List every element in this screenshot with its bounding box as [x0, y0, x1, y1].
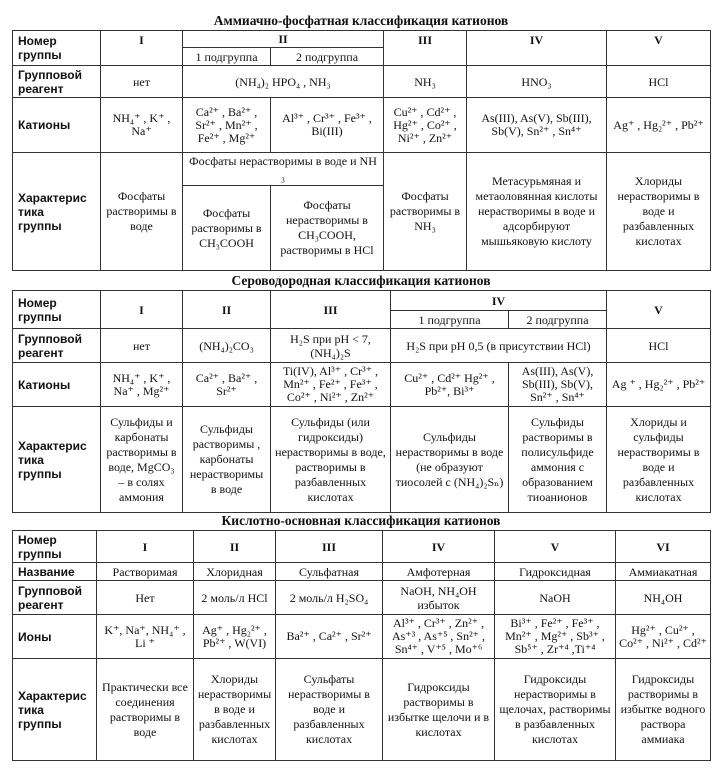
table2-subgroup-1: 1 подгруппа — [391, 311, 509, 329]
table1-group-III-header: III — [384, 31, 467, 66]
table1-characteristic-III: Фосфаты растворимы в NH₃ — [384, 153, 467, 271]
table2-title: Сероводородная классификация катионов — [231, 273, 491, 288]
table2-reagent-row — [13, 329, 711, 363]
table3-reagent-row — [13, 581, 711, 615]
table3-ions-II: Ag⁺ , Hg₂²⁺ , Pb²⁺ , W(VI) — [194, 615, 276, 659]
table3-acid-base — [12, 530, 711, 761]
table2-characteristic-label: Характерис тика группы — [13, 407, 101, 513]
table1-cations-II-2: Al³⁺ , Cr³⁺ , Fe³⁺ , Bi(III) — [271, 98, 384, 153]
table3-ions-IV: Al³⁺ , Cr³⁺ , Zn²⁺ , As⁺³ , As⁺⁵ , Sn²⁺ , Sn⁴⁺ , V⁺⁵ , Mo⁺⁶ — [383, 615, 495, 659]
table2-reagent-III: H₂S при pH < 7, (NH₄)₂S — [271, 329, 391, 363]
table2-cations-III: Ti(IV), Al³⁺ , Cr³⁺ , Mn²⁺ , Fe²⁺ , Fe³⁺ , Co²⁺ , Ni²⁺ , Zn²⁺ — [271, 363, 391, 407]
table2-reagent-IV: H₂S при pH 0,5 (в присутствии HCl) — [391, 329, 607, 363]
table2-subgroup-2: 2 подгруппа — [509, 311, 607, 329]
table2-characteristic-I: Сульфиды и карбонаты растворимы в воде, MgCO₃ – в солях аммония — [101, 407, 183, 513]
table1-group-II-header: II — [183, 31, 384, 48]
table1-cations-row — [13, 98, 711, 153]
table1-reagent-V: HCl — [607, 66, 711, 98]
table2-characteristic-IV-2: Сульфиды растворимы в полисульфиде аммония с образованием тиоанионов — [509, 407, 607, 513]
table3-group-I-header: I — [97, 531, 194, 563]
table3-group-IV-header: IV — [383, 531, 495, 563]
table1-ammonia-phosphate — [12, 30, 711, 271]
table2-group-IV-header: IV — [391, 291, 607, 311]
table2-group-number-label: Номер группы — [13, 291, 101, 329]
table3-characteristic-label: Характерис тика группы — [13, 659, 97, 761]
table2-characteristic-row — [13, 407, 711, 513]
table2-cations-I: NH₄⁺ , K⁺ , Na⁺ , Mg²⁺ — [101, 363, 183, 407]
table3-reagent-II: 2 моль/л HCl — [194, 581, 276, 615]
table1-header-row — [13, 31, 711, 48]
table2-cations-IV-1: Cu²⁺ , Cd²⁺ Hg²⁺ , Pb²⁺, Bi³⁺ — [391, 363, 509, 407]
table1-title: Аммиачно-фосфатная классификация катионов — [213, 13, 509, 28]
table1-cations-IV: As(III), As(V), Sb(III), Sb(V), Sn²⁺ , Sn⁴⁺ — [467, 98, 607, 153]
table2-reagent-V: HCl — [607, 329, 711, 363]
table1-reagent-IV: HNO₃ — [467, 66, 607, 98]
table1-characteristic-IV: Метасурьмяная и метаоловянная кислоты нерастворимы в воде и адсорбируют мышьяковую кислоту — [467, 153, 607, 271]
table1-reagent-III: NH₃ — [384, 66, 467, 98]
table1-characteristic-II-1: Фосфаты растворимы в CH₃COOH — [183, 186, 271, 271]
table1-characteristic-II-2: Фосфаты нерастворимы в CH₃COOH, растворимы в HCl — [271, 186, 384, 271]
table3-name-row — [13, 563, 711, 581]
table3-characteristic-I: Практически все соединения растворимы в воде — [97, 659, 194, 761]
table3-ions-V: Bi³⁺ , Fe²⁺ , Fe³⁺ , Mn²⁺ , Mg²⁺ , Sb³⁺ , Sb⁵⁺ , Zr⁺⁴ ,Ti⁺⁴ — [495, 615, 616, 659]
table3-group-VI-header: VI — [616, 531, 711, 563]
table1-characteristic-label: Характерис тика группы — [13, 153, 101, 271]
table1-cations-I: NH₄⁺ , K⁺ , Na⁺ — [101, 98, 183, 153]
table3-ions-III: Ba²⁺ , Ca²⁺ , Sr²⁺ — [276, 615, 383, 659]
table3-reagent-VI: NH₄OH — [616, 581, 711, 615]
table3-characteristic-III: Сульфаты нерастворимы в воде и разбавленных кислотах — [276, 659, 383, 761]
table2-cations-IV-2: As(III), As(V), Sb(III), Sb(V), Sn²⁺ , Sn⁴⁺ — [509, 363, 607, 407]
table1-group-I-header: I — [101, 31, 183, 66]
table3-ions-row — [13, 615, 711, 659]
table3-ions-I: K⁺, Na⁺, NH₄⁺ , Li ⁺ — [97, 615, 194, 659]
table1-characteristic-row — [13, 153, 711, 186]
table1-reagent-row — [13, 66, 711, 98]
table3-name-IV: Амфотерная — [383, 563, 495, 581]
table3-characteristic-VI: Гидроксиды растворимы в избытке водного раствора аммиака — [616, 659, 711, 761]
table1-group-V-header: V — [607, 31, 711, 66]
table3-group-III-header: III — [276, 531, 383, 563]
table1-group-IV-header: IV — [467, 31, 607, 66]
table3-reagent-V: NaOH — [495, 581, 616, 615]
table2-cations-V: Ag ⁺ , Hg₂²⁺ , Pb²⁺ — [607, 363, 711, 407]
table3-group-II-header: II — [194, 531, 276, 563]
table1-cations-V: Ag⁺ , Hg₂²⁺ , Pb²⁺ — [607, 98, 711, 153]
table3-name-label: Название — [13, 563, 97, 581]
table3-title: Кислотно-основная классификация катионов — [221, 513, 501, 528]
table2-cations-row — [13, 363, 711, 407]
table1-reagent-I: нет — [101, 66, 183, 98]
table2-characteristic-V: Хлориды и сульфиды нерастворимы в воде и разбавленных кислотах — [607, 407, 711, 513]
table2-reagent-label: Групповой реагент — [13, 329, 101, 363]
table3-ions-label: Ионы — [13, 615, 97, 659]
table3-reagent-I: Нет — [97, 581, 194, 615]
table2-group-I-header: I — [101, 291, 183, 329]
table3-characteristic-II: Хлориды нерастворимы в воде и разбавленных кислотах — [194, 659, 276, 761]
table1-characteristic-I: Фосфаты растворимы в воде — [101, 153, 183, 271]
table1-cations-II-1: Ca²⁺ , Ba²⁺ , Sr²⁺ , Mn²⁺ , Fe²⁺ , Mg²⁺ — [183, 98, 271, 153]
table2-cations-II: Ca²⁺ , Ba²⁺ , Sr²⁺ — [183, 363, 271, 407]
table2-cations-label: Катионы — [13, 363, 101, 407]
table2-characteristic-II: Сульфиды растворимы , карбонаты нерастворимы в воде — [183, 407, 271, 513]
table1-reagent-label: Групповой реагент — [13, 66, 101, 98]
table2-reagent-I: нет — [101, 329, 183, 363]
table3-header-row — [13, 531, 711, 563]
table3-name-I: Растворимая — [97, 563, 194, 581]
table3-ions-VI: Hg²⁺ , Cu²⁺ , Co²⁺ , Ni²⁺ , Cd²⁺ — [616, 615, 711, 659]
table2-group-II-header: II — [183, 291, 271, 329]
table2-characteristic-III: Сульфиды (или гидроксиды) нерастворимы в воде, растворимы в разбавленных кислотах — [271, 407, 391, 513]
table1-cations-III: Cu²⁺ , Cd²⁺ , Hg²⁺ , Co²⁺ , Ni²⁺ , Zn²⁺ — [384, 98, 467, 153]
table3-group-V-header: V — [495, 531, 616, 563]
table3-characteristic-IV: Гидроксиды растворимы в избытке щелочи и в кислотах — [383, 659, 495, 761]
table3-name-V: Гидроксидная — [495, 563, 616, 581]
table3-characteristic-row — [13, 659, 711, 761]
table3-reagent-label: Групповой реагент — [13, 581, 97, 615]
table2-reagent-II: (NH₄)₂CO₃ — [183, 329, 271, 363]
table3-name-II: Хлоридная — [194, 563, 276, 581]
table3-name-VI: Аммиакатная — [616, 563, 711, 581]
table2-header-row — [13, 291, 711, 311]
table1-reagent-II: (NH₄)₂ HPO₄ , NH₃ — [183, 66, 384, 98]
table3-group-number-label: Номер группы — [13, 531, 97, 563]
table2-hydrogen-sulfide — [12, 290, 711, 513]
table2-group-V-header: V — [607, 291, 711, 329]
table3-reagent-IV: NaOH, NH₄OH избыток — [383, 581, 495, 615]
table2-characteristic-IV-1: Сульфиды нерастворимы в воде (не образуют тиосолей с (NH₄)₂Sₙ) — [391, 407, 509, 513]
table3-reagent-III: 2 моль/л H₂SO₄ — [276, 581, 383, 615]
table1-characteristic-II: Фосфаты нерастворимы в воде и NH ₃ — [183, 153, 384, 186]
table2-group-III-header: III — [271, 291, 391, 329]
table1-group-number-label: Номер группы — [13, 31, 101, 66]
table1-subgroup-1: 1 подгруппа — [183, 48, 271, 66]
table1-subgroup-2: 2 подгруппа — [271, 48, 384, 66]
table1-characteristic-V: Хлориды нерастворимы в воде и разбавленных кислотах — [607, 153, 711, 271]
table1-cations-label: Катионы — [13, 98, 101, 153]
table3-name-III: Сульфатная — [276, 563, 383, 581]
table3-characteristic-V: Гидроксиды нерастворимы в щелочах, растворимы в разбавленных кислотах — [495, 659, 616, 761]
